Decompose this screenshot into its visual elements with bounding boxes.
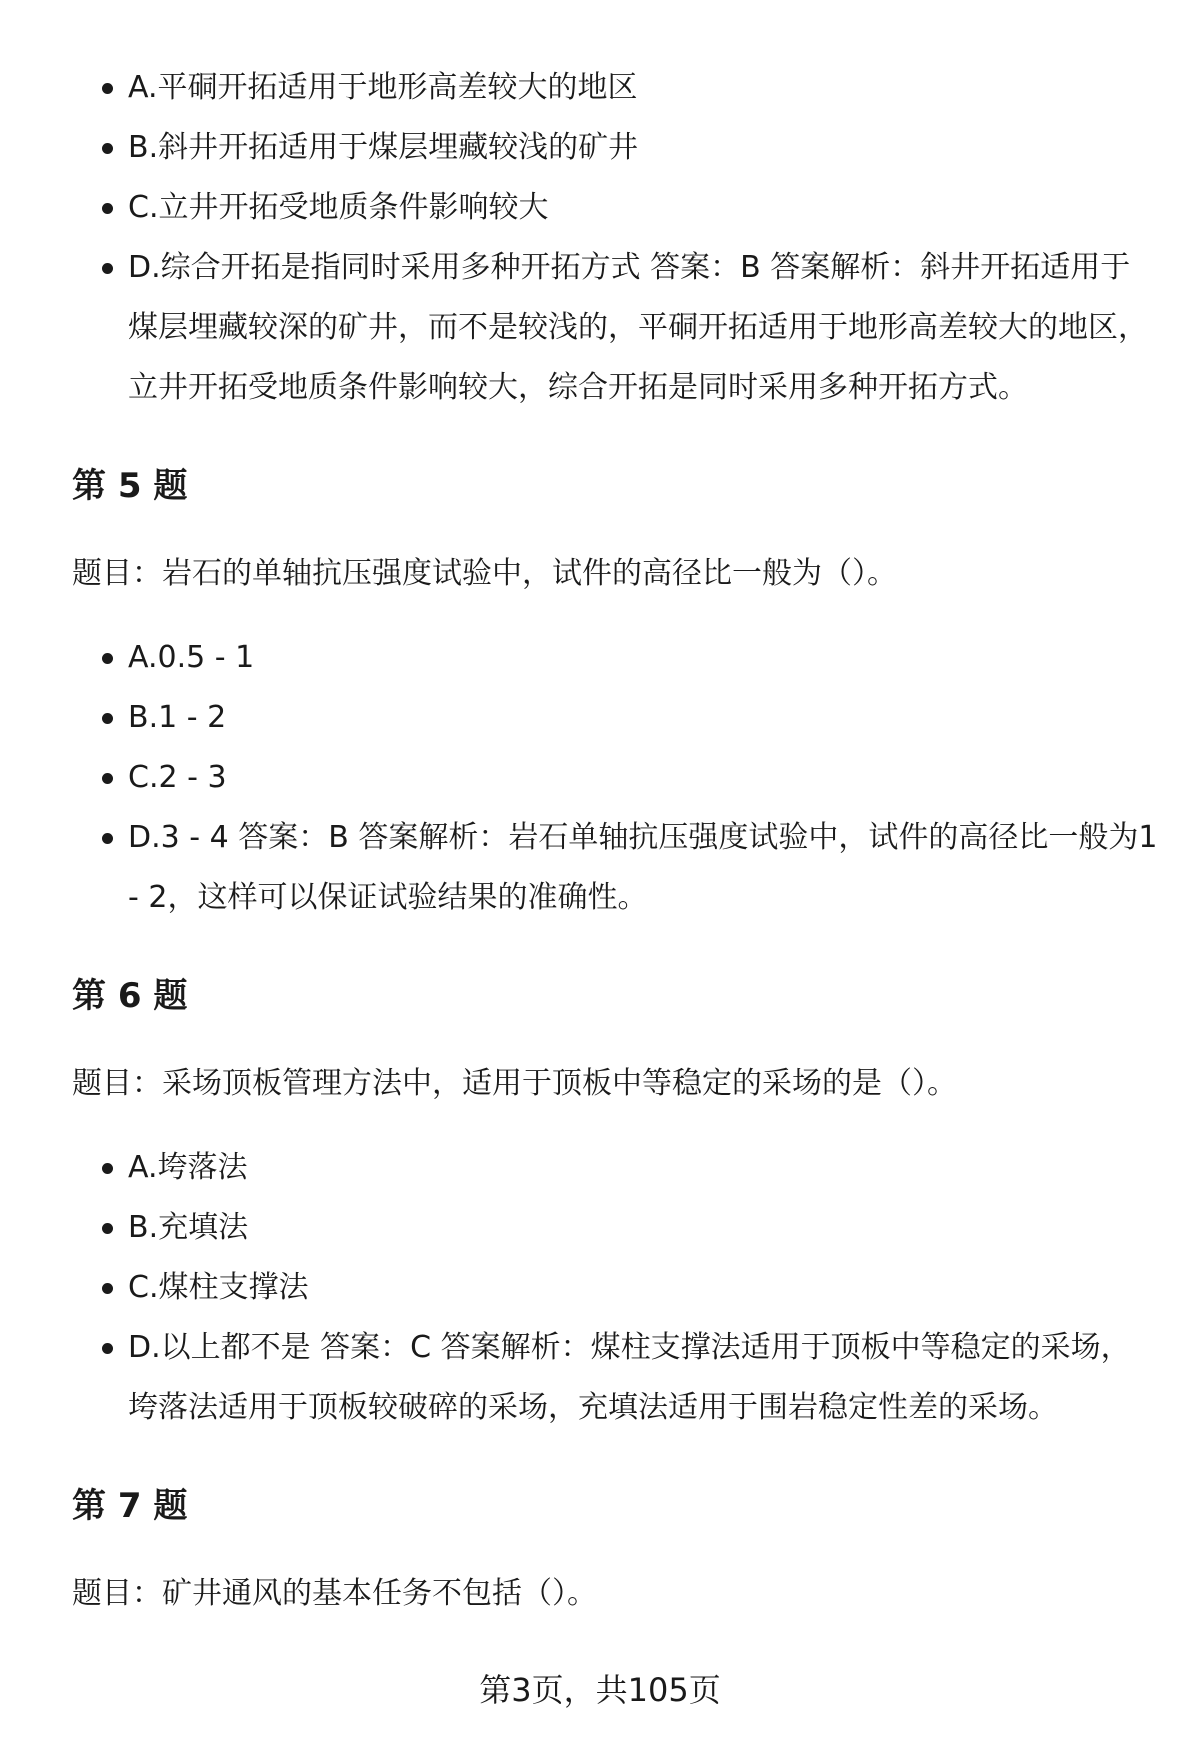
option-text: A.垮落法	[128, 1150, 248, 1185]
option-c	[72, 1258, 1158, 1318]
option-c	[72, 178, 1158, 238]
option-b	[72, 118, 1158, 178]
q4-options	[72, 58, 1158, 418]
bullet-icon	[102, 713, 113, 724]
question-5-stem: 题目：岩石的单轴抗压强度试验中，试件的高径比一般为（）。	[72, 556, 897, 591]
bullet-icon	[102, 203, 113, 214]
option-a	[72, 58, 1158, 118]
question-6-title: 第 6 题	[72, 976, 188, 1016]
bullet-icon	[102, 1343, 113, 1354]
page-number-footer: 第3页，共105页	[479, 1671, 721, 1709]
q6-options	[72, 1138, 1158, 1438]
bullet-icon	[102, 653, 113, 664]
option-text: D.3 - 4 答案：B 答案解析：岩石单轴抗压强度试验中，试件的高径比一般为1 - 2，这样可以保证试验结果的准确性。	[128, 820, 1158, 915]
bullet-icon	[102, 83, 113, 94]
option-d-with-answer	[72, 808, 1158, 928]
q5-options	[72, 628, 1158, 928]
option-b	[72, 1198, 1158, 1258]
bullet-icon	[102, 1163, 113, 1174]
bullet-icon	[102, 833, 113, 844]
option-d-with-answer	[72, 1318, 1158, 1438]
question-6-stem: 题目：采场顶板管理方法中，适用于顶板中等稳定的采场的是（）。	[72, 1066, 957, 1101]
option-a	[72, 628, 1158, 688]
option-text: C.立井开拓受地质条件影响较大	[128, 190, 549, 225]
option-text: C.煤柱支撑法	[128, 1270, 309, 1305]
question-5-title: 第 5 题	[72, 466, 188, 506]
bullet-icon	[102, 1223, 113, 1234]
bullet-icon	[102, 263, 113, 274]
question-7-stem: 题目：矿井通风的基本任务不包括（）。	[72, 1576, 597, 1611]
option-text: B.1 - 2	[128, 700, 227, 735]
option-text: B.斜井开拓适用于煤层埋藏较浅的矿井	[128, 130, 639, 165]
bullet-icon	[102, 773, 113, 784]
option-d-with-answer	[72, 238, 1158, 418]
option-c	[72, 748, 1158, 808]
question-7-title: 第 7 题	[72, 1486, 188, 1526]
document-page	[72, 58, 1158, 1616]
bullet-icon	[102, 143, 113, 154]
option-text: D.综合开拓是指同时采用多种开拓方式 答案：B 答案解析：斜井开拓适用于煤层埋藏较深的矿井，而不是较浅的，平硐开拓适用于地形高差较大的地区，立井开拓受地质条件影响较大，综合开拓是同时采用多种开拓方式。	[128, 250, 1148, 405]
option-text: A.平硐开拓适用于地形高差较大的地区	[128, 70, 638, 105]
option-text: C.2 - 3	[128, 760, 227, 795]
option-a	[72, 1138, 1158, 1198]
option-text: D.以上都不是 答案：C 答案解析：煤柱支撑法适用于顶板中等稳定的采场，垮落法适用于顶板较破碎的采场，充填法适用于围岩稳定性差的采场。	[128, 1330, 1131, 1425]
bullet-icon	[102, 1283, 113, 1294]
option-text: B.充填法	[128, 1210, 249, 1245]
option-b	[72, 688, 1158, 748]
option-text: A.0.5 - 1	[128, 640, 255, 675]
